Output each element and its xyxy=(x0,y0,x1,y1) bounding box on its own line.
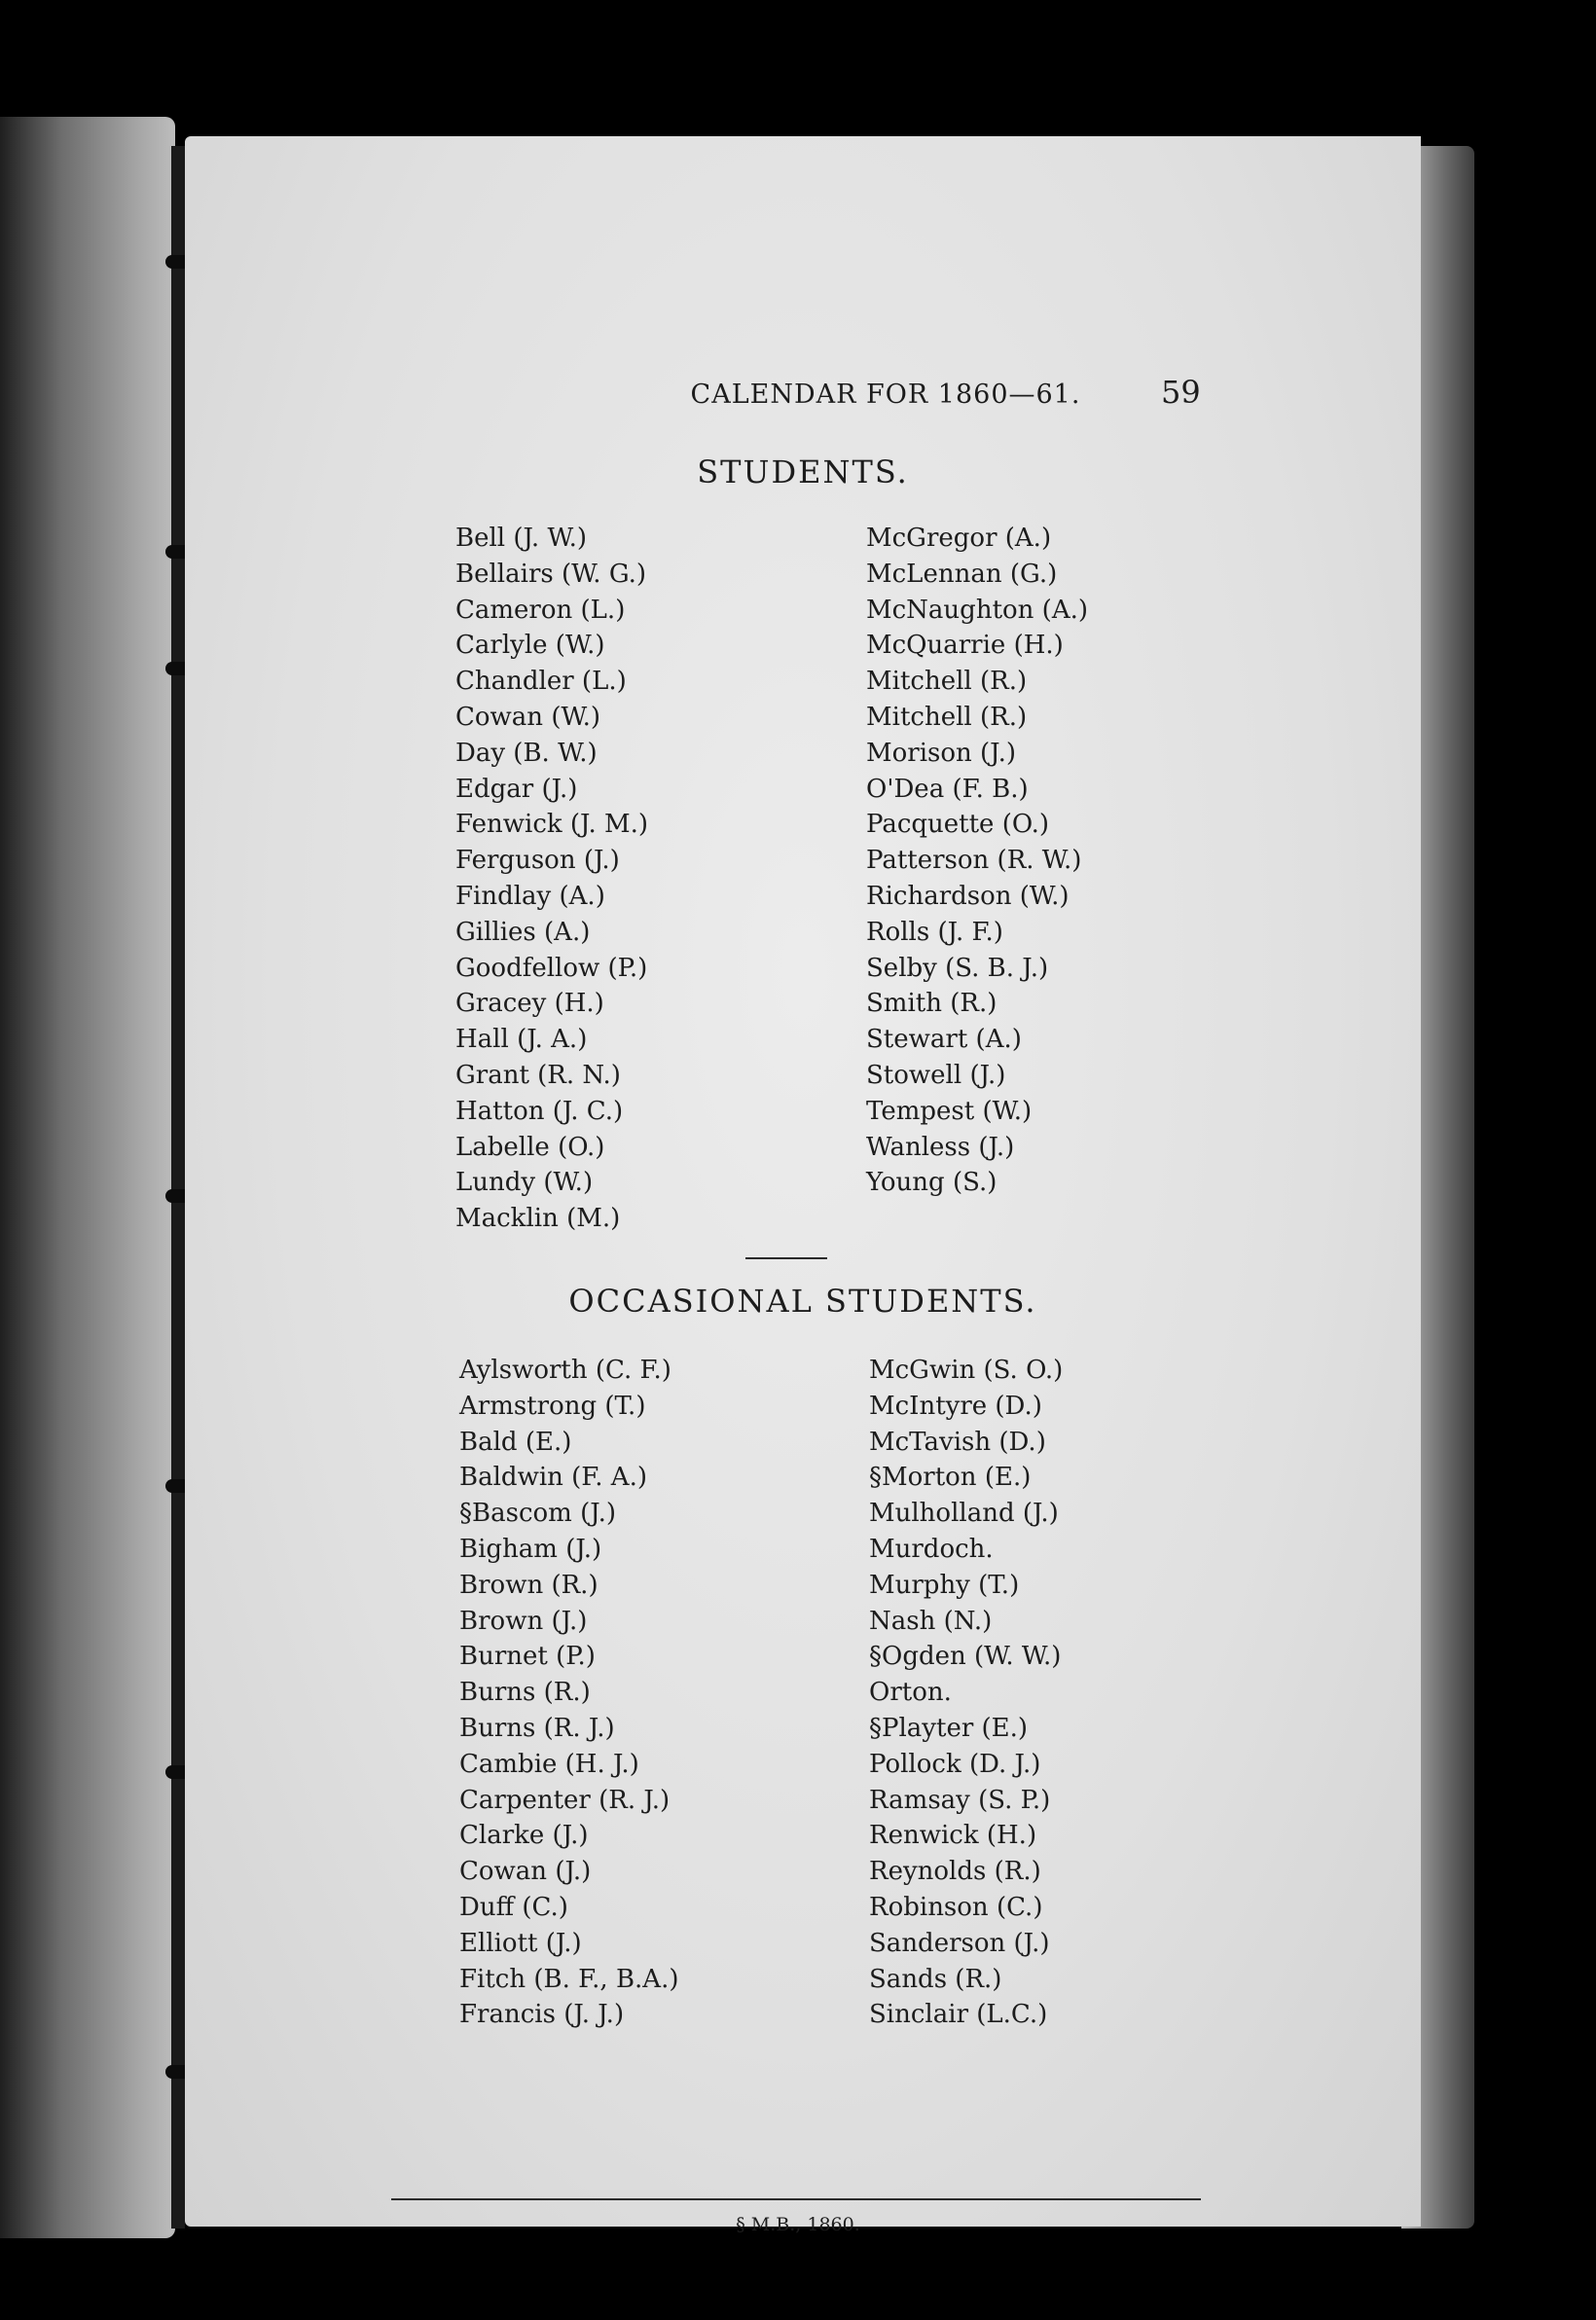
list-item: Renwick (H.) xyxy=(869,1821,1037,1851)
list-item: Pollock (D. J.) xyxy=(869,1749,1041,1779)
list-item: Mitchell (R.) xyxy=(866,667,1028,697)
list-item: Gracey (H.) xyxy=(455,989,604,1019)
list-item: Hatton (J. C.) xyxy=(455,1096,624,1126)
occasional-students-heading: OCCASIONAL STUDENTS. xyxy=(568,1283,1037,1320)
list-item: Cambie (H. J.) xyxy=(459,1749,639,1779)
list-item: O'Dea (F. B.) xyxy=(866,774,1029,804)
students-right-column xyxy=(866,521,1088,1201)
list-item: Hall (J. A.) xyxy=(455,1025,588,1055)
list-item: Bald (E.) xyxy=(459,1427,572,1457)
list-item: Cowan (W.) xyxy=(455,702,601,732)
list-item: Elliott (J.) xyxy=(459,1928,582,1958)
list-item: Cowan (J.) xyxy=(459,1857,592,1887)
list-item: Reynolds (R.) xyxy=(869,1857,1041,1887)
page-number: 59 xyxy=(1161,374,1201,411)
list-item: Bell (J. W.) xyxy=(455,524,588,553)
list-item: Findlay (A.) xyxy=(455,881,605,911)
list-item: Patterson (R. W.) xyxy=(866,846,1082,876)
list-item: Selby (S. B. J.) xyxy=(866,953,1049,983)
list-item: Duff (C.) xyxy=(459,1892,568,1922)
list-item: Carpenter (R. J.) xyxy=(459,1785,671,1815)
list-item: Brown (R.) xyxy=(459,1570,598,1600)
list-item: Nash (N.) xyxy=(869,1606,993,1636)
list-item: §Ogden (W. W.) xyxy=(869,1642,1062,1672)
list-item: Aylsworth (C. F.) xyxy=(459,1356,671,1385)
list-item: McLennan (G.) xyxy=(866,559,1058,589)
list-item: Fitch (B. F., B.A.) xyxy=(459,1964,679,1994)
list-item: Goodfellow (P.) xyxy=(455,953,648,983)
list-item: Macklin (M.) xyxy=(455,1204,621,1234)
students-heading: STUDENTS. xyxy=(697,453,909,490)
list-item: Sanderson (J.) xyxy=(869,1928,1050,1958)
list-item: Sands (R.) xyxy=(869,1964,1002,1994)
list-item: Lundy (W.) xyxy=(455,1168,594,1198)
list-item: McGwin (S. O.) xyxy=(869,1356,1064,1385)
list-item: Rolls (J. F.) xyxy=(866,917,1003,947)
list-item: McQuarrie (H.) xyxy=(866,631,1064,661)
students-left-column xyxy=(455,521,648,1237)
list-item: §Playter (E.) xyxy=(869,1713,1029,1743)
list-item: Orton. xyxy=(869,1678,952,1708)
list-item: Clarke (J.) xyxy=(459,1821,589,1851)
occasional-left-column xyxy=(459,1353,679,2033)
list-item: Edgar (J.) xyxy=(455,774,578,804)
list-item: Stowell (J.) xyxy=(866,1060,1006,1090)
section-divider xyxy=(745,1257,827,1259)
list-item: McTavish (D.) xyxy=(869,1427,1046,1457)
list-item: Murdoch. xyxy=(869,1534,994,1564)
list-item: Bigham (J.) xyxy=(459,1534,602,1564)
list-item: Brown (J.) xyxy=(459,1606,588,1636)
list-item: §Morton (E.) xyxy=(869,1463,1032,1493)
list-item: Murphy (T.) xyxy=(869,1570,1020,1600)
list-item: Cameron (L.) xyxy=(455,595,626,625)
list-item: Bellairs (W. G.) xyxy=(455,559,647,589)
book-gutter xyxy=(171,146,185,2229)
facing-page-edge xyxy=(0,117,175,2238)
list-item: Richardson (W.) xyxy=(866,881,1070,911)
list-item: Pacquette (O.) xyxy=(866,810,1050,840)
list-item: McNaughton (A.) xyxy=(866,595,1089,625)
list-item: Mulholland (J.) xyxy=(869,1499,1059,1529)
list-item: Carlyle (W.) xyxy=(455,631,605,661)
list-item: Burns (R. J.) xyxy=(459,1713,615,1743)
list-item: Young (S.) xyxy=(866,1168,998,1198)
list-item: Burnet (P.) xyxy=(459,1642,596,1672)
list-item: Francis (J. J.) xyxy=(459,2000,625,2030)
list-item: Ferguson (J.) xyxy=(455,846,620,876)
list-item: Ramsay (S. P.) xyxy=(869,1785,1051,1815)
running-head: CALENDAR FOR 1860—61. xyxy=(690,380,1081,410)
list-item: Smith (R.) xyxy=(866,989,998,1019)
list-item: Morison (J.) xyxy=(866,738,1016,768)
list-item: Chandler (L.) xyxy=(455,667,627,697)
list-item: Armstrong (T.) xyxy=(459,1391,646,1421)
list-item: Gillies (A.) xyxy=(455,917,591,947)
footnote-rule xyxy=(391,2198,1201,2200)
list-item: Grant (R. N.) xyxy=(455,1060,621,1090)
list-item: Tempest (W.) xyxy=(866,1096,1033,1126)
list-item: Robinson (C.) xyxy=(869,1892,1043,1922)
list-item: Baldwin (F. A.) xyxy=(459,1463,647,1493)
list-item: Mitchell (R.) xyxy=(866,702,1028,732)
book-page xyxy=(185,136,1421,2235)
list-item: McGregor (A.) xyxy=(866,524,1052,553)
list-item: Stewart (A.) xyxy=(866,1025,1022,1055)
list-item: §Bascom (J.) xyxy=(459,1499,617,1529)
list-item: Day (B. W.) xyxy=(455,738,598,768)
list-item: McIntyre (D.) xyxy=(869,1391,1042,1421)
list-item: Fenwick (J. M.) xyxy=(455,810,649,840)
occasional-right-column xyxy=(869,1353,1063,2033)
footnote: § M.B., 1860. xyxy=(736,2214,860,2235)
list-item: Sinclair (L.C.) xyxy=(869,2000,1048,2030)
list-item: Burns (R.) xyxy=(459,1678,591,1708)
list-item: Wanless (J.) xyxy=(866,1132,1015,1162)
list-item: Labelle (O.) xyxy=(455,1132,605,1162)
